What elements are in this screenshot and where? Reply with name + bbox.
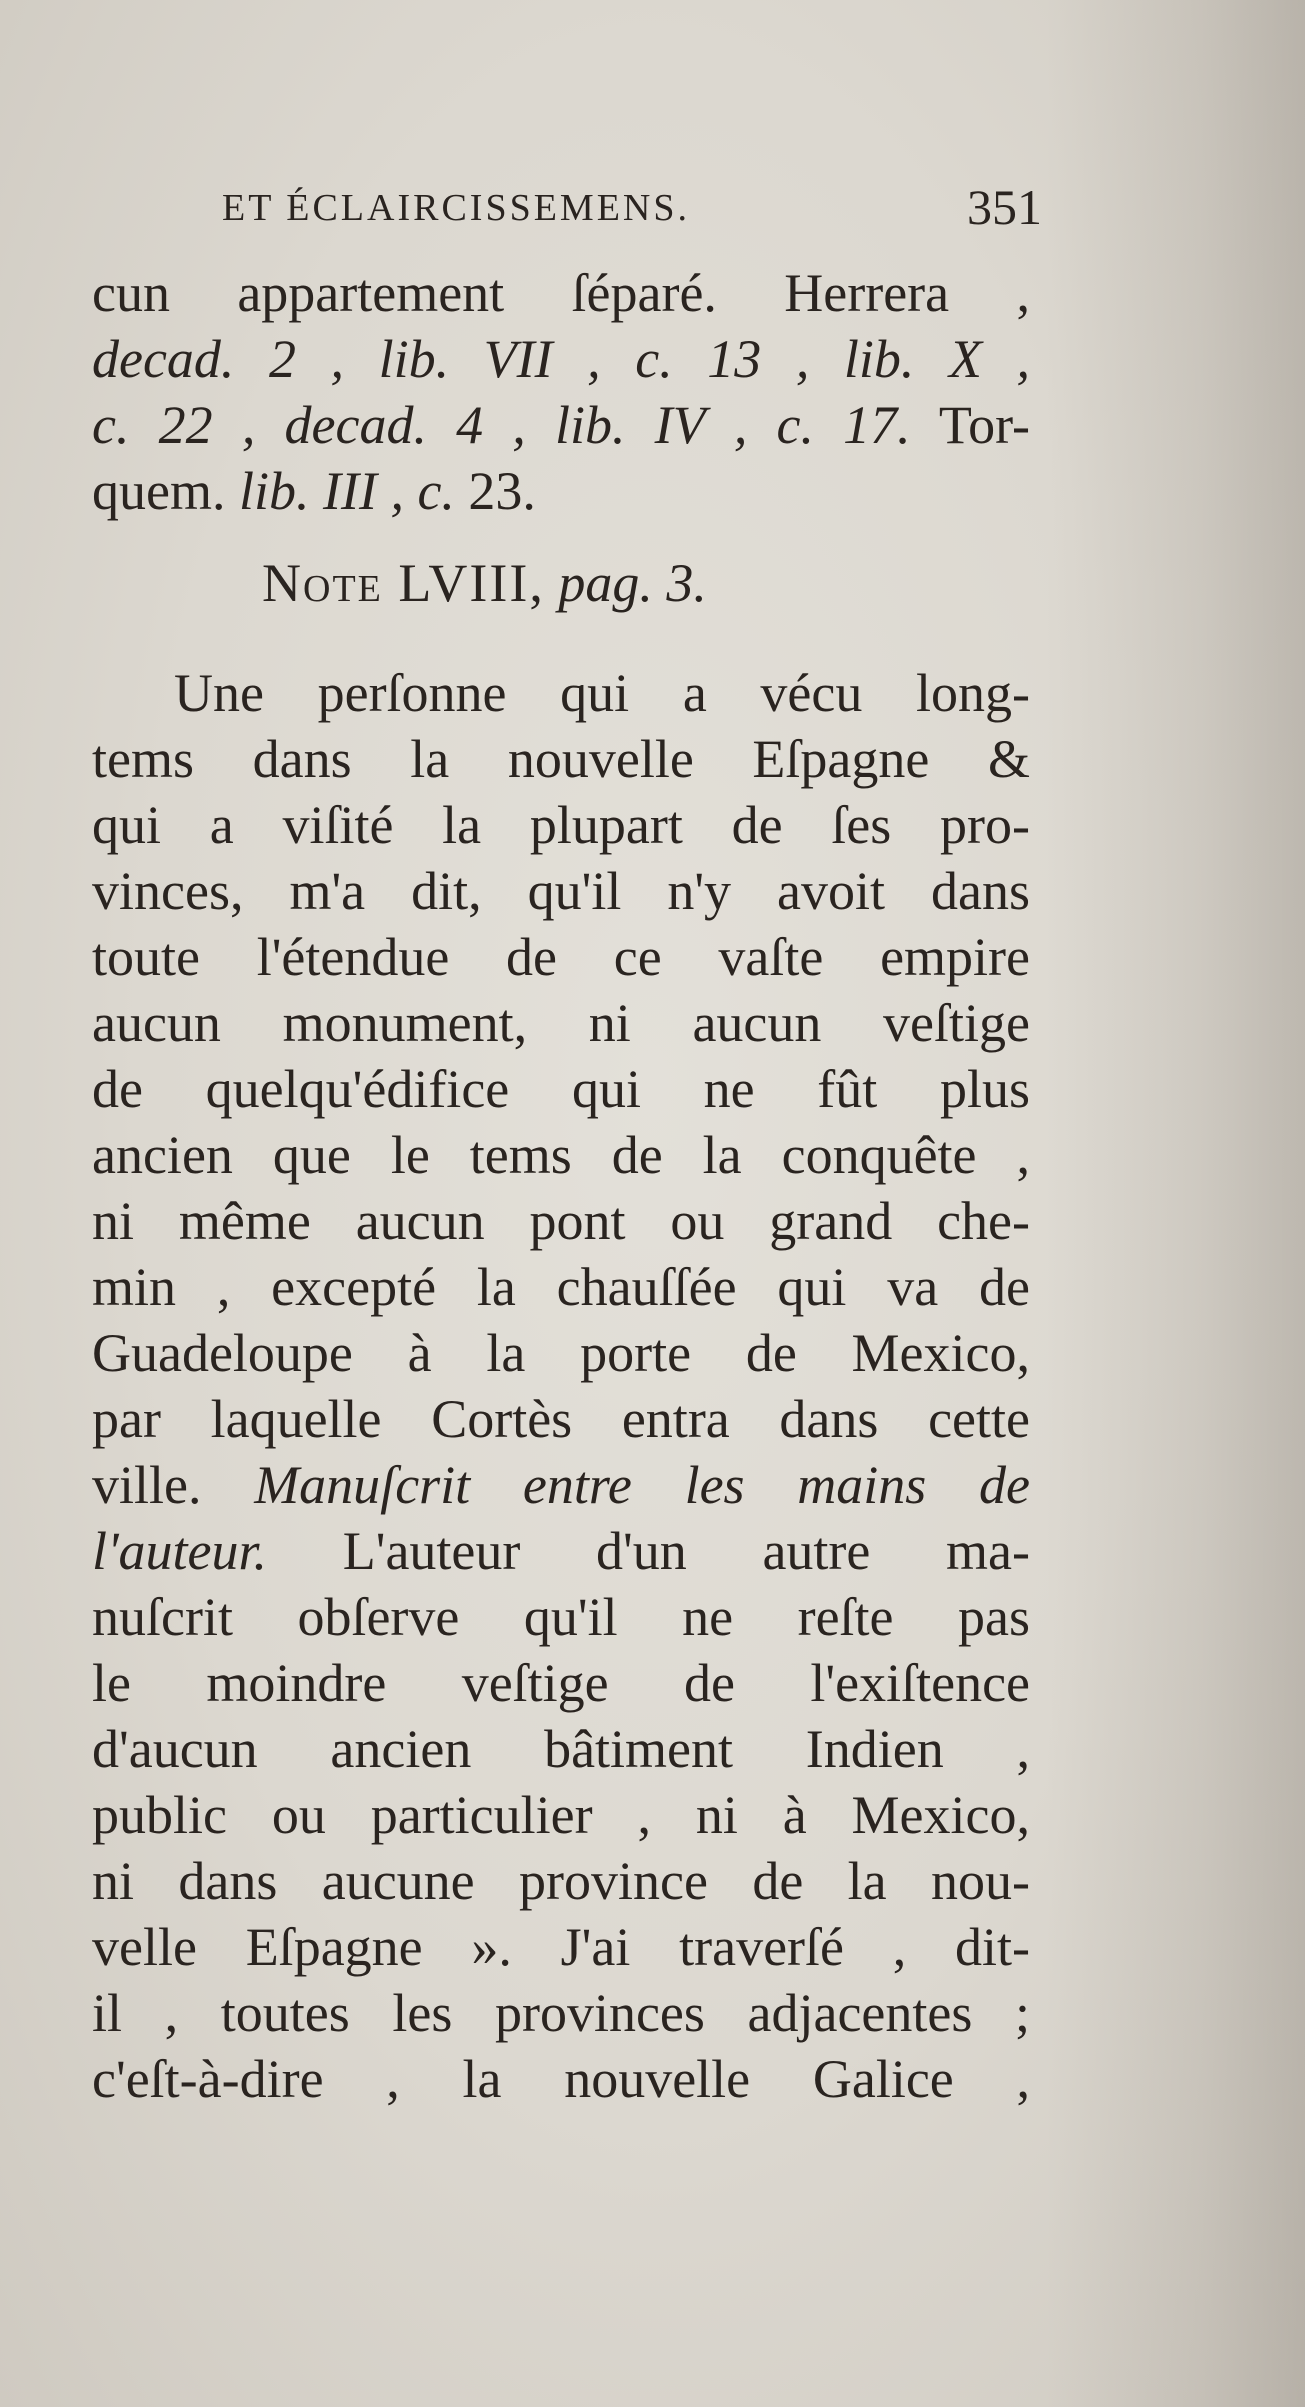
text-line (92, 1056, 1030, 1122)
text-line (92, 1320, 1030, 1386)
text-segment: velle Eſpagne ». J'ai traverſé , dit- (92, 1917, 1030, 1977)
italic-text: l'auteur. (92, 1521, 268, 1581)
text-line (92, 924, 1030, 990)
text-segment: public ou particulier , ni à Mexico, (92, 1785, 1030, 1845)
gutter-shadow (1045, 0, 1305, 2407)
text-line (92, 1254, 1030, 1320)
text-segment: ni même aucun pont ou grand che- (92, 1191, 1030, 1251)
text-segment: quem. (92, 461, 239, 521)
note-heading-page-ref: pag. 3. (544, 553, 707, 613)
text-segment: ni dans aucune province de la nou- (92, 1851, 1030, 1911)
text-line (92, 260, 1030, 326)
text-segment: d'aucun ancien bâtiment Indien , (92, 1719, 1030, 1779)
text-line (92, 1782, 1030, 1848)
text-segment: cun appartement ſéparé. Herrera , (92, 263, 1030, 323)
text-segment: min , excepté la chauſſée qui va de (92, 1257, 1030, 1317)
text-line (92, 1980, 1030, 2046)
text-line (92, 458, 1030, 524)
text-segment: aucun monument, ni aucun veſtige (92, 993, 1030, 1053)
note-heading-label: Note LVIII, (262, 553, 545, 613)
text-line (92, 1716, 1030, 1782)
text-segment: Guadeloupe à la porte de Mexico, (92, 1323, 1030, 1383)
text-segment: L'auteur d'un autre ma- (267, 1521, 1030, 1581)
text-segment: le moindre veſtige de l'exiſtence (92, 1653, 1030, 1713)
text-line (92, 1386, 1030, 1452)
text-line (92, 726, 1030, 792)
text-line (92, 1188, 1030, 1254)
text-line (92, 990, 1030, 1056)
page-number: 351 (967, 179, 1042, 235)
text-line (92, 858, 1030, 924)
text-segment: c'eſt-à-dire , la nouvelle Galice , (92, 2049, 1030, 2109)
italic-text: c. 22 , decad. 4 , lib. IV , c. 17. (92, 395, 911, 455)
text-line (92, 1650, 1030, 1716)
text-line (92, 1584, 1030, 1650)
text-segment: ancien que le tems de la conquête , (92, 1125, 1030, 1185)
text-segment: tems dans la nouvelle Eſpagne & (92, 729, 1030, 789)
text-segment: vinces, m'a dit, qu'il n'y avoit dans (92, 861, 1030, 921)
running-head (222, 178, 1042, 248)
note-body-paragraph (92, 660, 1030, 2112)
text-segment: ville. (92, 1455, 255, 1515)
text-segment: Une perſonne qui a vécu long- (174, 663, 1030, 723)
running-title: ET ÉCLAIRCISSEMENS. (222, 187, 691, 229)
text-segment: Tor- (910, 395, 1030, 455)
note-heading (262, 552, 707, 614)
text-segment: il , toutes les provinces adjacentes ; (92, 1983, 1030, 2043)
continuation-paragraph (92, 260, 1030, 524)
italic-text: decad. 2 , lib. VII , c. 13 , lib. X , (92, 329, 1030, 389)
text-segment: toute l'étendue de ce vaſte empire (92, 927, 1030, 987)
text-line (92, 392, 1030, 458)
text-segment: qui a viſité la plupart de ſes pro- (92, 795, 1030, 855)
text-line (92, 792, 1030, 858)
text-line (92, 1518, 1030, 1584)
italic-text: Manuſcrit entre les mains de (254, 1455, 1030, 1515)
italic-text: lib. III , c. (238, 461, 455, 521)
text-segment: 23. (454, 461, 536, 521)
text-line (92, 1914, 1030, 1980)
text-line (92, 326, 1030, 392)
text-line (92, 660, 1030, 726)
text-segment: nuſcrit obſerve qu'il ne reſte pas (92, 1587, 1030, 1647)
text-line (92, 1452, 1030, 1518)
text-line (92, 2046, 1030, 2112)
text-line (92, 1848, 1030, 1914)
text-segment: de quelqu'édifice qui ne fût plus (92, 1059, 1030, 1119)
text-line (92, 1122, 1030, 1188)
text-segment: par laquelle Cortès entra dans cette (92, 1389, 1030, 1449)
